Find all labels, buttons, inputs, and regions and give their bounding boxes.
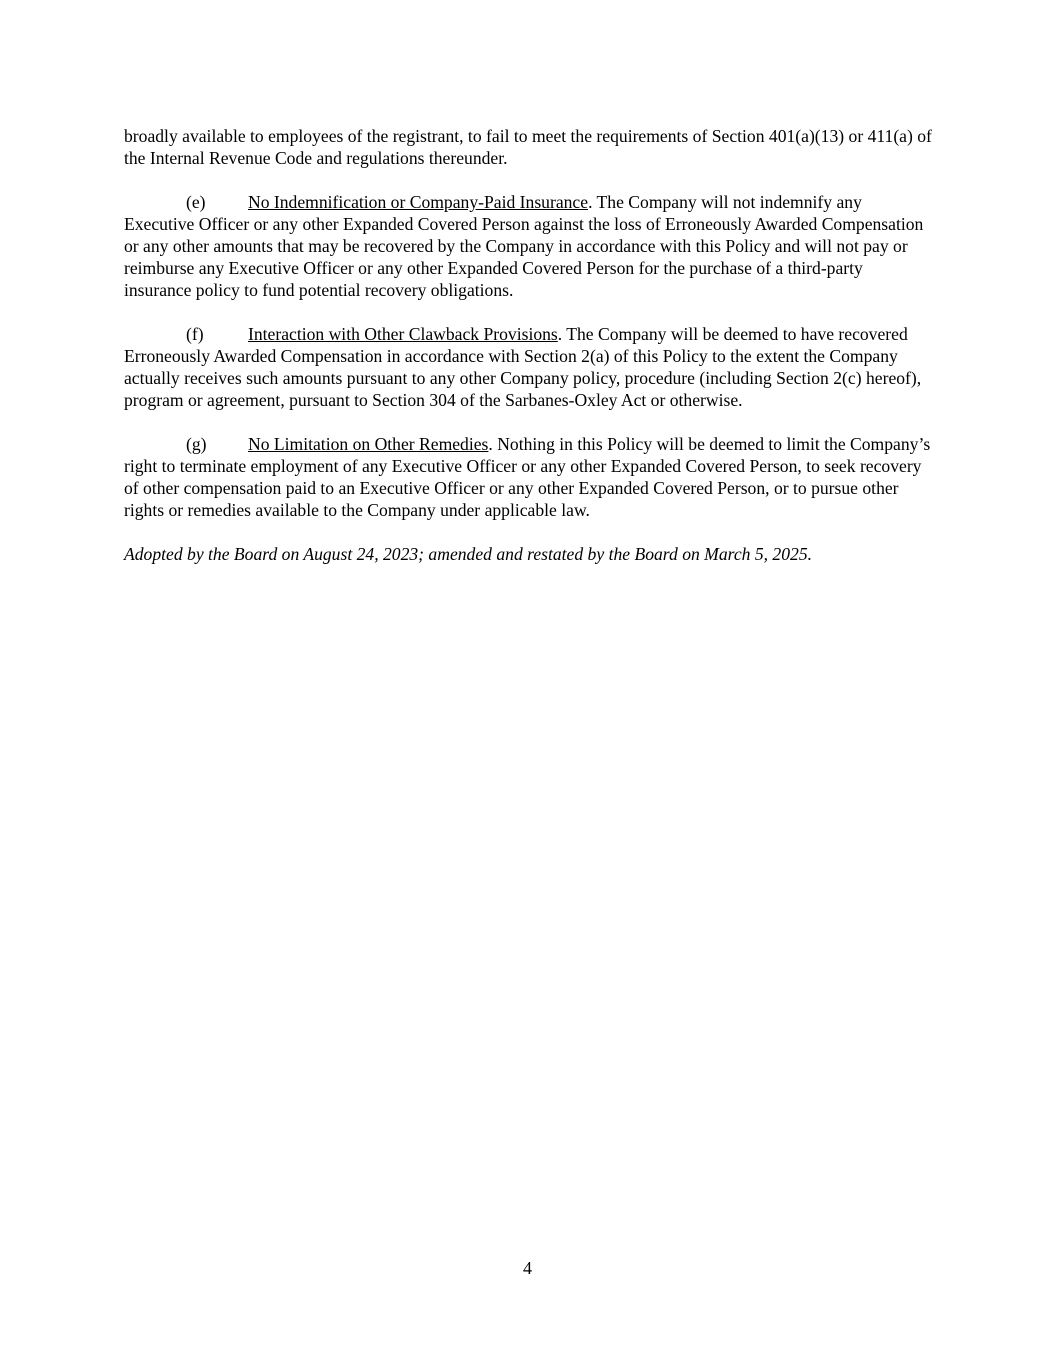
section-g-body: . Nothing in this Policy will be deemed to limit the Company’s right to terminate employment of any Executive Officer or any other Expanded Covered Person, to seek recovery of other compensation paid to an Executive Officer or any other Expanded Covered Person, or to pursue other rights or remedies available to the Company under applicable law. [124, 434, 931, 520]
section-g-paragraph [124, 433, 934, 521]
page-number: 4 [523, 1258, 532, 1278]
section-e-paragraph [124, 191, 934, 301]
section-f-label: (f) [186, 324, 204, 344]
section-e-heading: No Indemnification or Company-Paid Insurance [248, 192, 589, 212]
section-e-label: (e) [186, 192, 206, 212]
section-f-body: . The Company will be deemed to have recovered Erroneously Awarded Compensation in accordance with Section 2(a) of this Policy to the extent the Company actually receives such amounts pursuant to any other Company policy, procedure (including Section 2(c) hereof), program or agreement, pursuant to Section 304 of the Sarbanes-Oxley Act or otherwise. [124, 324, 922, 410]
adopted-note: Adopted by the Board on August 24, 2023; amended and restated by the Board on March 5, 2025. [124, 544, 813, 564]
section-g-heading: No Limitation on Other Remedies [248, 434, 489, 454]
section-g-label: (g) [186, 434, 207, 454]
document-page [124, 125, 934, 587]
section-f-heading: Interaction with Other Clawback Provisions [248, 324, 558, 344]
section-e-body: . The Company will not indemnify any Executive Officer or any other Expanded Covered Person against the loss of Erroneously Awarded Compensation or any other amounts that may be recovered by the Company in accordance with this Policy and will not pay or reimburse any Executive Officer or any other Expanded Covered Person for the purchase of a third-party insurance policy to fund potential recovery obligations. [124, 192, 924, 300]
continuation-paragraph: broadly available to employees of the registrant, to fail to meet the requirements of Section 401(a)(13) or 411(a) of the Internal Revenue Code and regulations thereunder. [124, 126, 932, 168]
section-f-paragraph [124, 323, 934, 411]
